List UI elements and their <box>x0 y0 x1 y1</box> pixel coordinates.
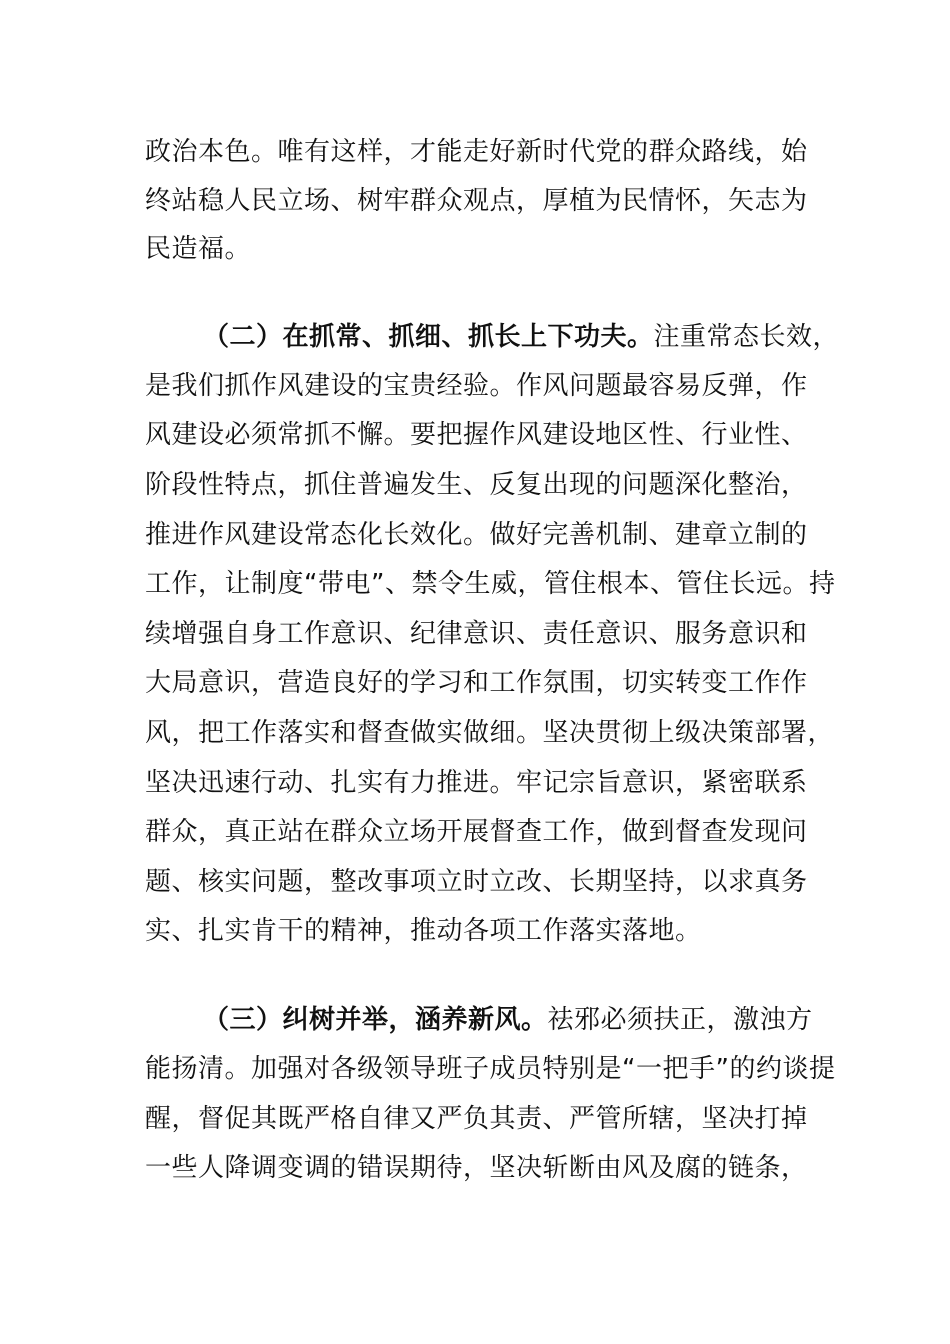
paragraph-3-line: 一些人降调变调的错误期待，坚决斩断由风及腐的链条， <box>145 1153 808 1183</box>
paragraph-2-first-line <box>203 322 839 352</box>
paragraph-2-line: 大局意识，营造良好的学习和工作氛围，切实转变工作作 <box>145 668 808 698</box>
paragraph-3-first-line <box>203 1005 813 1035</box>
paragraph-3-line: 能扬清。加强对各级领导班子成员特别是“一把手”的约谈提 <box>145 1054 836 1084</box>
paragraph-2-line: 风建设必须常抓不懈。要把握作风建设地区性、行业性、 <box>145 420 808 450</box>
paragraph-1-line-1: 政治本色。唯有这样，才能走好新时代党的群众路线，始 <box>145 137 808 167</box>
paragraph-2-line: 题、核实问题，整改事项立时立改、长期坚持，以求真务 <box>145 867 808 897</box>
paragraph-2-line: 阶段性特点，抓住普遍发生、反复出现的问题深化整治， <box>145 470 808 500</box>
paragraph-2-line: 续增强自身工作意识、纪律意识、责任意识、服务意识和 <box>145 619 808 649</box>
paragraph-2-line: 是我们抓作风建设的宝贵经验。作风问题最容易反弹，作 <box>145 371 808 401</box>
paragraph-2-line: 坚决迅速行动、扎实有力推进。牢记宗旨意识，紧密联系 <box>145 768 808 798</box>
paragraph-1-line-3: 民造福。 <box>145 234 252 264</box>
paragraph-3-line: 醒，督促其既严格自律又严负其责、严管所辖，坚决打掉 <box>145 1104 808 1134</box>
paragraph-2-line: 实、扎实肯干的精神，推动各项工作落实落地。 <box>145 916 702 946</box>
paragraph-2-heading: （二）在抓常、抓细、抓长上下功夫。 <box>203 322 654 352</box>
paragraph-3-first-line-rest: 祛邪必须扶正，激浊方 <box>547 1005 813 1035</box>
paragraph-2-line: 群众，真正站在群众立场开展督查工作，做到督查发现问 <box>145 817 808 847</box>
paragraph-3-heading: （三）纠树并举，涵养新风。 <box>203 1005 548 1035</box>
paragraph-1-line-2: 终站稳人民立场、树牢群众观点，厚植为民情怀，矢志为 <box>145 186 808 216</box>
paragraph-2-line: 推进作风建设常态化长效化。做好完善机制、建章立制的 <box>145 520 808 550</box>
paragraph-2-line: 风，把工作落实和督查做实做细。坚决贯彻上级决策部署， <box>145 718 835 748</box>
paragraph-2-line: 工作，让制度“带电”、禁令生威，管住根本、管住长远。持 <box>145 569 836 599</box>
paragraph-2-first-line-rest: 注重常态长效， <box>653 322 840 352</box>
